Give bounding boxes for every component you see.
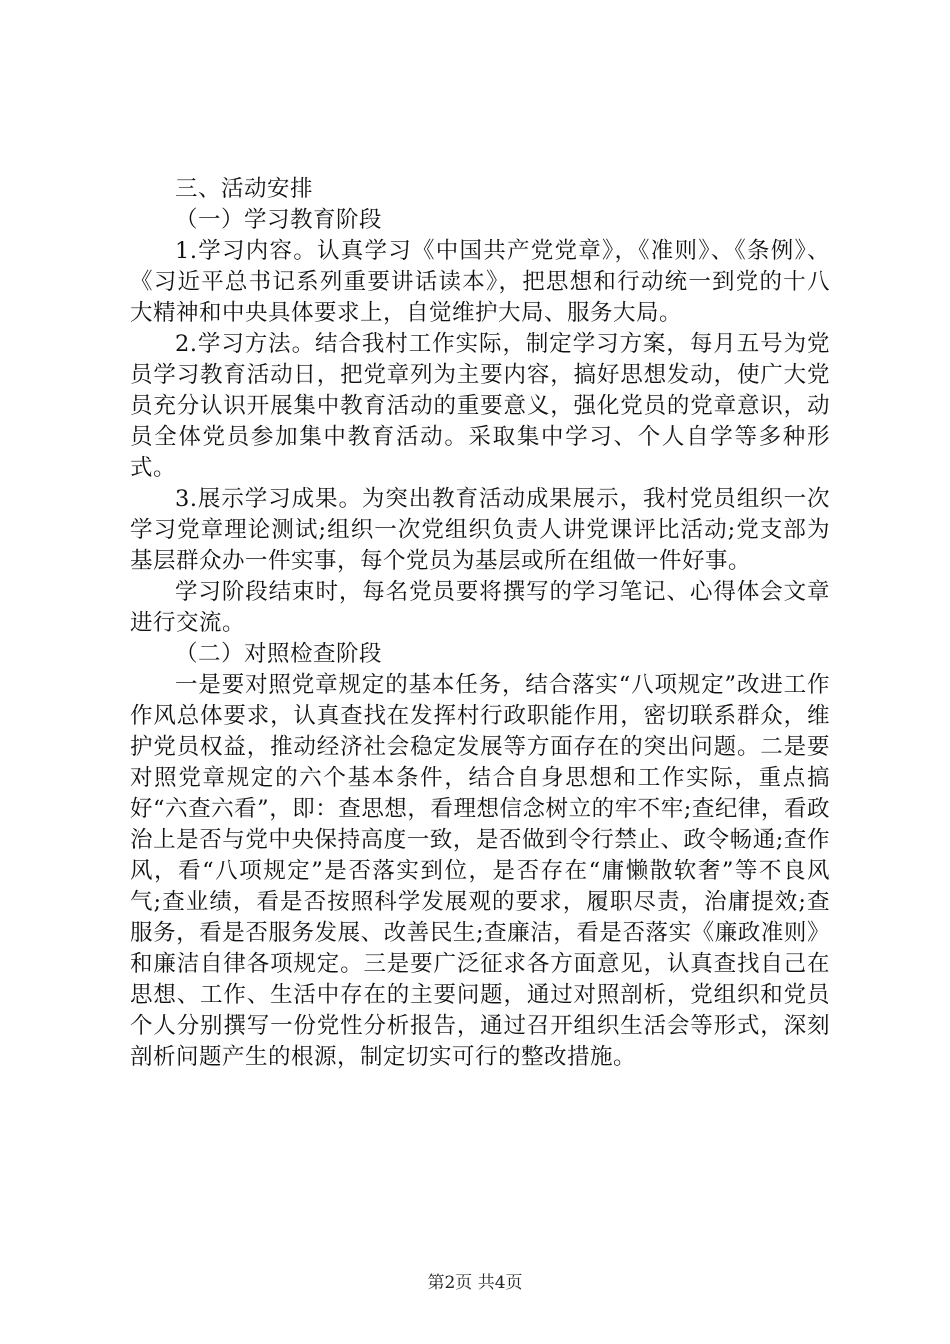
subsection-heading-study-stage: （一）学习教育阶段 — [175, 207, 383, 233]
section-heading-activity-arrangement: 三、活动安排 — [175, 176, 314, 202]
paragraph-check-details: 一是要对照党章规定的基本任务，结合落实“八项规定”改进工作作风总体要求，认真查找在发挥村行政职能作用，密切联系群众，维护党员权益，推动经济社会稳定发展等方面存在的突出问题。二是要对照党章规定的六个基本条件，结合自身思想和工作实际，重点搞好“六查六看”，即：查思想，看理想信念树立的牢不牢;查纪律，看政治上是否与党中央保持高度一致，是否做到令行禁止、政令畅通;查作风，看“八项规定”是否落实到位，是否存在“庸懒散软奢”等不良风气;查业绩，看是否按照科学发展观的要求，履职尽责，治庸提效;查服务，看是否服务发展、改善民生;查廉洁，看是否落实《廉政准则》和廉洁自律各项规定。三是要广泛征求各方面意见，认真查找自己在思想、工作、生活中存在的主要问题，通过对照剖析，党组织和党员个人分别撰写一份党性分析报告，通过召开组织生活会等形式，深刻剖析问题产生的根源，制定切实可行的整改措施。 — [130, 672, 830, 1070]
paragraph-stage-end: 学习阶段结束时，每名党员要将撰写的学习笔记、心得体会文章进行交流。 — [130, 579, 830, 636]
paragraph-study-results: 3.展示学习成果。为突出教育活动成果展示，我村党员组织一次学习党章理论测试;组织一次党组织负责人讲党课评比活动;党支部为基层群众办一件实事，每个党员为基层或所在组做一件好事。 — [130, 486, 830, 574]
subsection-heading-check-stage: （二）对照检查阶段 — [175, 641, 383, 667]
paragraph-study-method: 2.学习方法。结合我村工作实际，制定学习方案，每月五号为党员学习教育活动日，把党章列为主要内容，搞好思想发动，使广大党员充分认识开展集中教育活动的重要意义，强化党员的党章意识，动员全体党员参加集中教育活动。采取集中学习、个人自学等多种形式。 — [130, 331, 830, 481]
paragraph-study-content: 1.学习内容。认真学习《中国共产党党章》，《准则》、《条例》、《习近平总书记系列重要讲话读本》，把思想和行动统一到党的十八大精神和中央具体要求上，自觉维护大局、服务大局。 — [130, 238, 830, 326]
page-number-footer: 第2页 共4页 — [427, 1273, 523, 1293]
document-body — [130, 174, 830, 1073]
